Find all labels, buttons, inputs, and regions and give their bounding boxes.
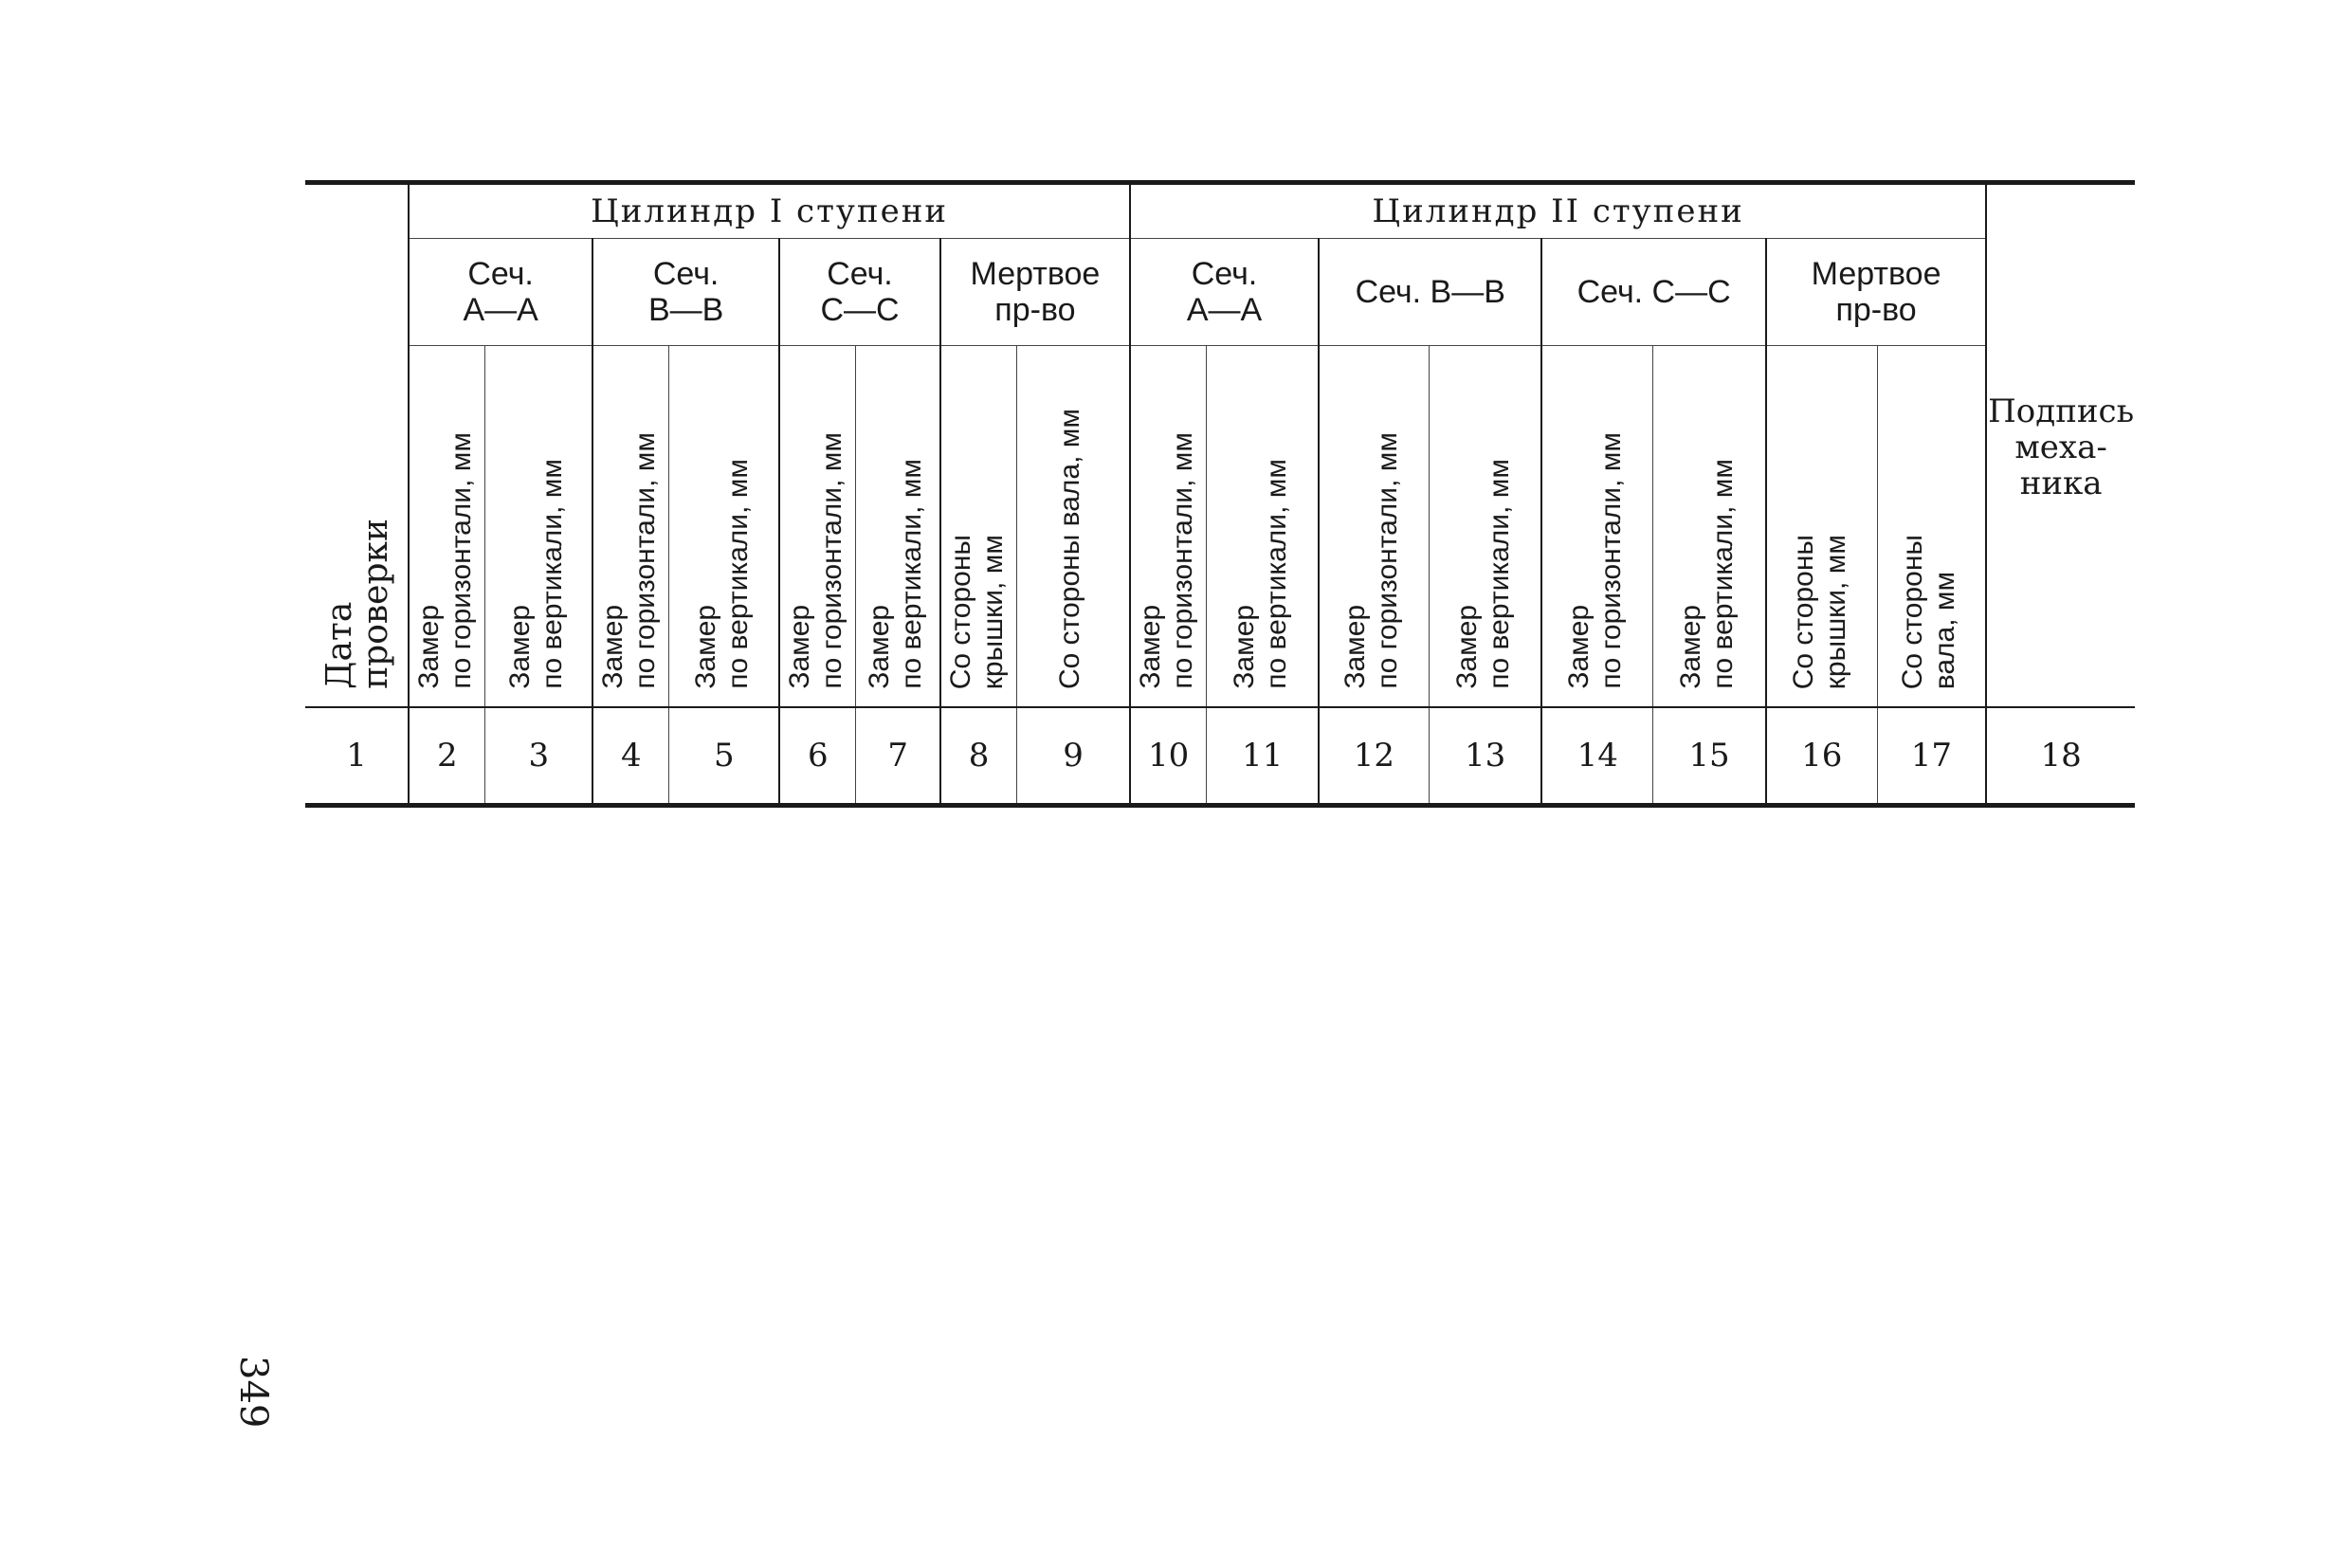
subheader-col-2-text: Замер по горизонтали, мм (412, 432, 477, 689)
cyl1-section-bb-label: Сеч. В—В (647, 256, 724, 328)
col-number: 16 (1766, 707, 1877, 803)
subheader-col-9 (1017, 346, 1130, 708)
subheader-col-10-text: Замер по горизонтали, мм (1134, 432, 1198, 689)
col-number: 4 (592, 707, 669, 803)
inspection-log-table (305, 180, 2135, 808)
col-number: 9 (1017, 707, 1130, 803)
subheader-col-7-text: Замер по вертикали, мм (864, 459, 928, 689)
subheader-col-9-text: Со стороны вала, мм (1054, 408, 1086, 689)
subheader-col-8-text: Со стороны крышки, мм (944, 534, 1009, 689)
date-header-cell (305, 185, 409, 707)
subheader-col-15 (1653, 346, 1766, 708)
col-number: 11 (1207, 707, 1319, 803)
cyl1-section-cc-label: Сеч. С—С (820, 256, 900, 328)
cyl2-section-aa-label: Сеч. А—А (1186, 256, 1263, 328)
subheader-col-6-text: Замер по горизонтали, мм (783, 432, 847, 689)
subheader-col-4 (592, 346, 669, 708)
cyl1-section-cc (779, 239, 940, 346)
subheader-col-5-text: Замер по вертикали, мм (689, 459, 754, 689)
subheader-col-12-text: Замер по горизонтали, мм (1340, 432, 1404, 689)
cyl1-dead-space-label: Мертвое пр-во (970, 256, 1101, 328)
col-number: 17 (1877, 707, 1986, 803)
cyl1-dead-space (940, 239, 1130, 346)
subheader-col-13 (1429, 346, 1541, 708)
subheader-col-11-text: Замер по вертикали, мм (1228, 459, 1292, 689)
cyl1-section-aa-label: Сеч. А—А (463, 256, 538, 328)
col-number: 7 (856, 707, 940, 803)
cyl2-section-cc (1541, 239, 1765, 346)
cyl2-section-bb-label: Сеч. В—В (1355, 274, 1505, 310)
col-number: 14 (1541, 707, 1652, 803)
subheader-col-3 (485, 346, 592, 708)
subheader-col-5 (669, 346, 779, 708)
subheader-col-10 (1130, 346, 1207, 708)
col-number: 18 (1986, 707, 2135, 803)
cylinder2-title: Цилиндр II ступени (1130, 185, 1986, 239)
subheader-col-6 (779, 346, 856, 708)
subheader-col-12 (1319, 346, 1429, 708)
page-number: 349 (231, 1356, 275, 1429)
bottom-rule (305, 803, 2135, 808)
col-number: 6 (779, 707, 856, 803)
cyl1-section-aa (409, 239, 592, 346)
cylinder-measurement-table (305, 185, 2135, 803)
col-number: 15 (1653, 707, 1766, 803)
subheader-col-16-text: Со стороны крышки, мм (1787, 534, 1851, 689)
cyl1-section-bb (592, 239, 779, 346)
col-number: 3 (485, 707, 592, 803)
col-number: 8 (940, 707, 1017, 803)
subheader-col-7 (856, 346, 940, 708)
subheader-col-11 (1207, 346, 1319, 708)
subheader-col-2 (409, 346, 485, 708)
cyl2-section-cc-label: Сеч. С—С (1576, 274, 1731, 310)
col-number: 1 (305, 707, 409, 803)
cylinder1-title: Цилиндр I ступени (409, 185, 1130, 239)
subheader-col-8 (940, 346, 1017, 708)
cyl2-dead-space-label: Мертвое пр-во (1811, 256, 1941, 328)
subheader-col-13-text: Замер по вертикали, мм (1450, 459, 1515, 689)
subheader-col-15-text: Замер по вертикали, мм (1675, 459, 1739, 689)
col-number: 12 (1319, 707, 1429, 803)
col-number: 10 (1130, 707, 1207, 803)
subheader-col-17-text: Со стороны вала, мм (1897, 534, 1961, 689)
subheader-col-3-text: Замер по вертикали, мм (504, 459, 569, 689)
date-header: Дата проверки (320, 519, 396, 689)
col-number: 5 (669, 707, 779, 803)
cyl2-dead-space (1766, 239, 1986, 346)
signature-header (1986, 185, 2135, 707)
column-number-row (305, 707, 2135, 803)
subheader-col-4-text: Замер по горизонтали, мм (596, 432, 661, 689)
subheader-col-17 (1877, 346, 1986, 708)
cyl2-section-aa (1130, 239, 1319, 346)
col-number: 2 (409, 707, 485, 803)
subheader-col-16 (1766, 346, 1877, 708)
subheader-col-14-text: Замер по горизонтали, мм (1563, 432, 1628, 689)
col-number: 13 (1429, 707, 1541, 803)
subheader-col-14 (1541, 346, 1652, 708)
signature-header-text: Подпись меха- ника (1988, 392, 2135, 502)
cyl2-section-bb (1319, 239, 1541, 346)
